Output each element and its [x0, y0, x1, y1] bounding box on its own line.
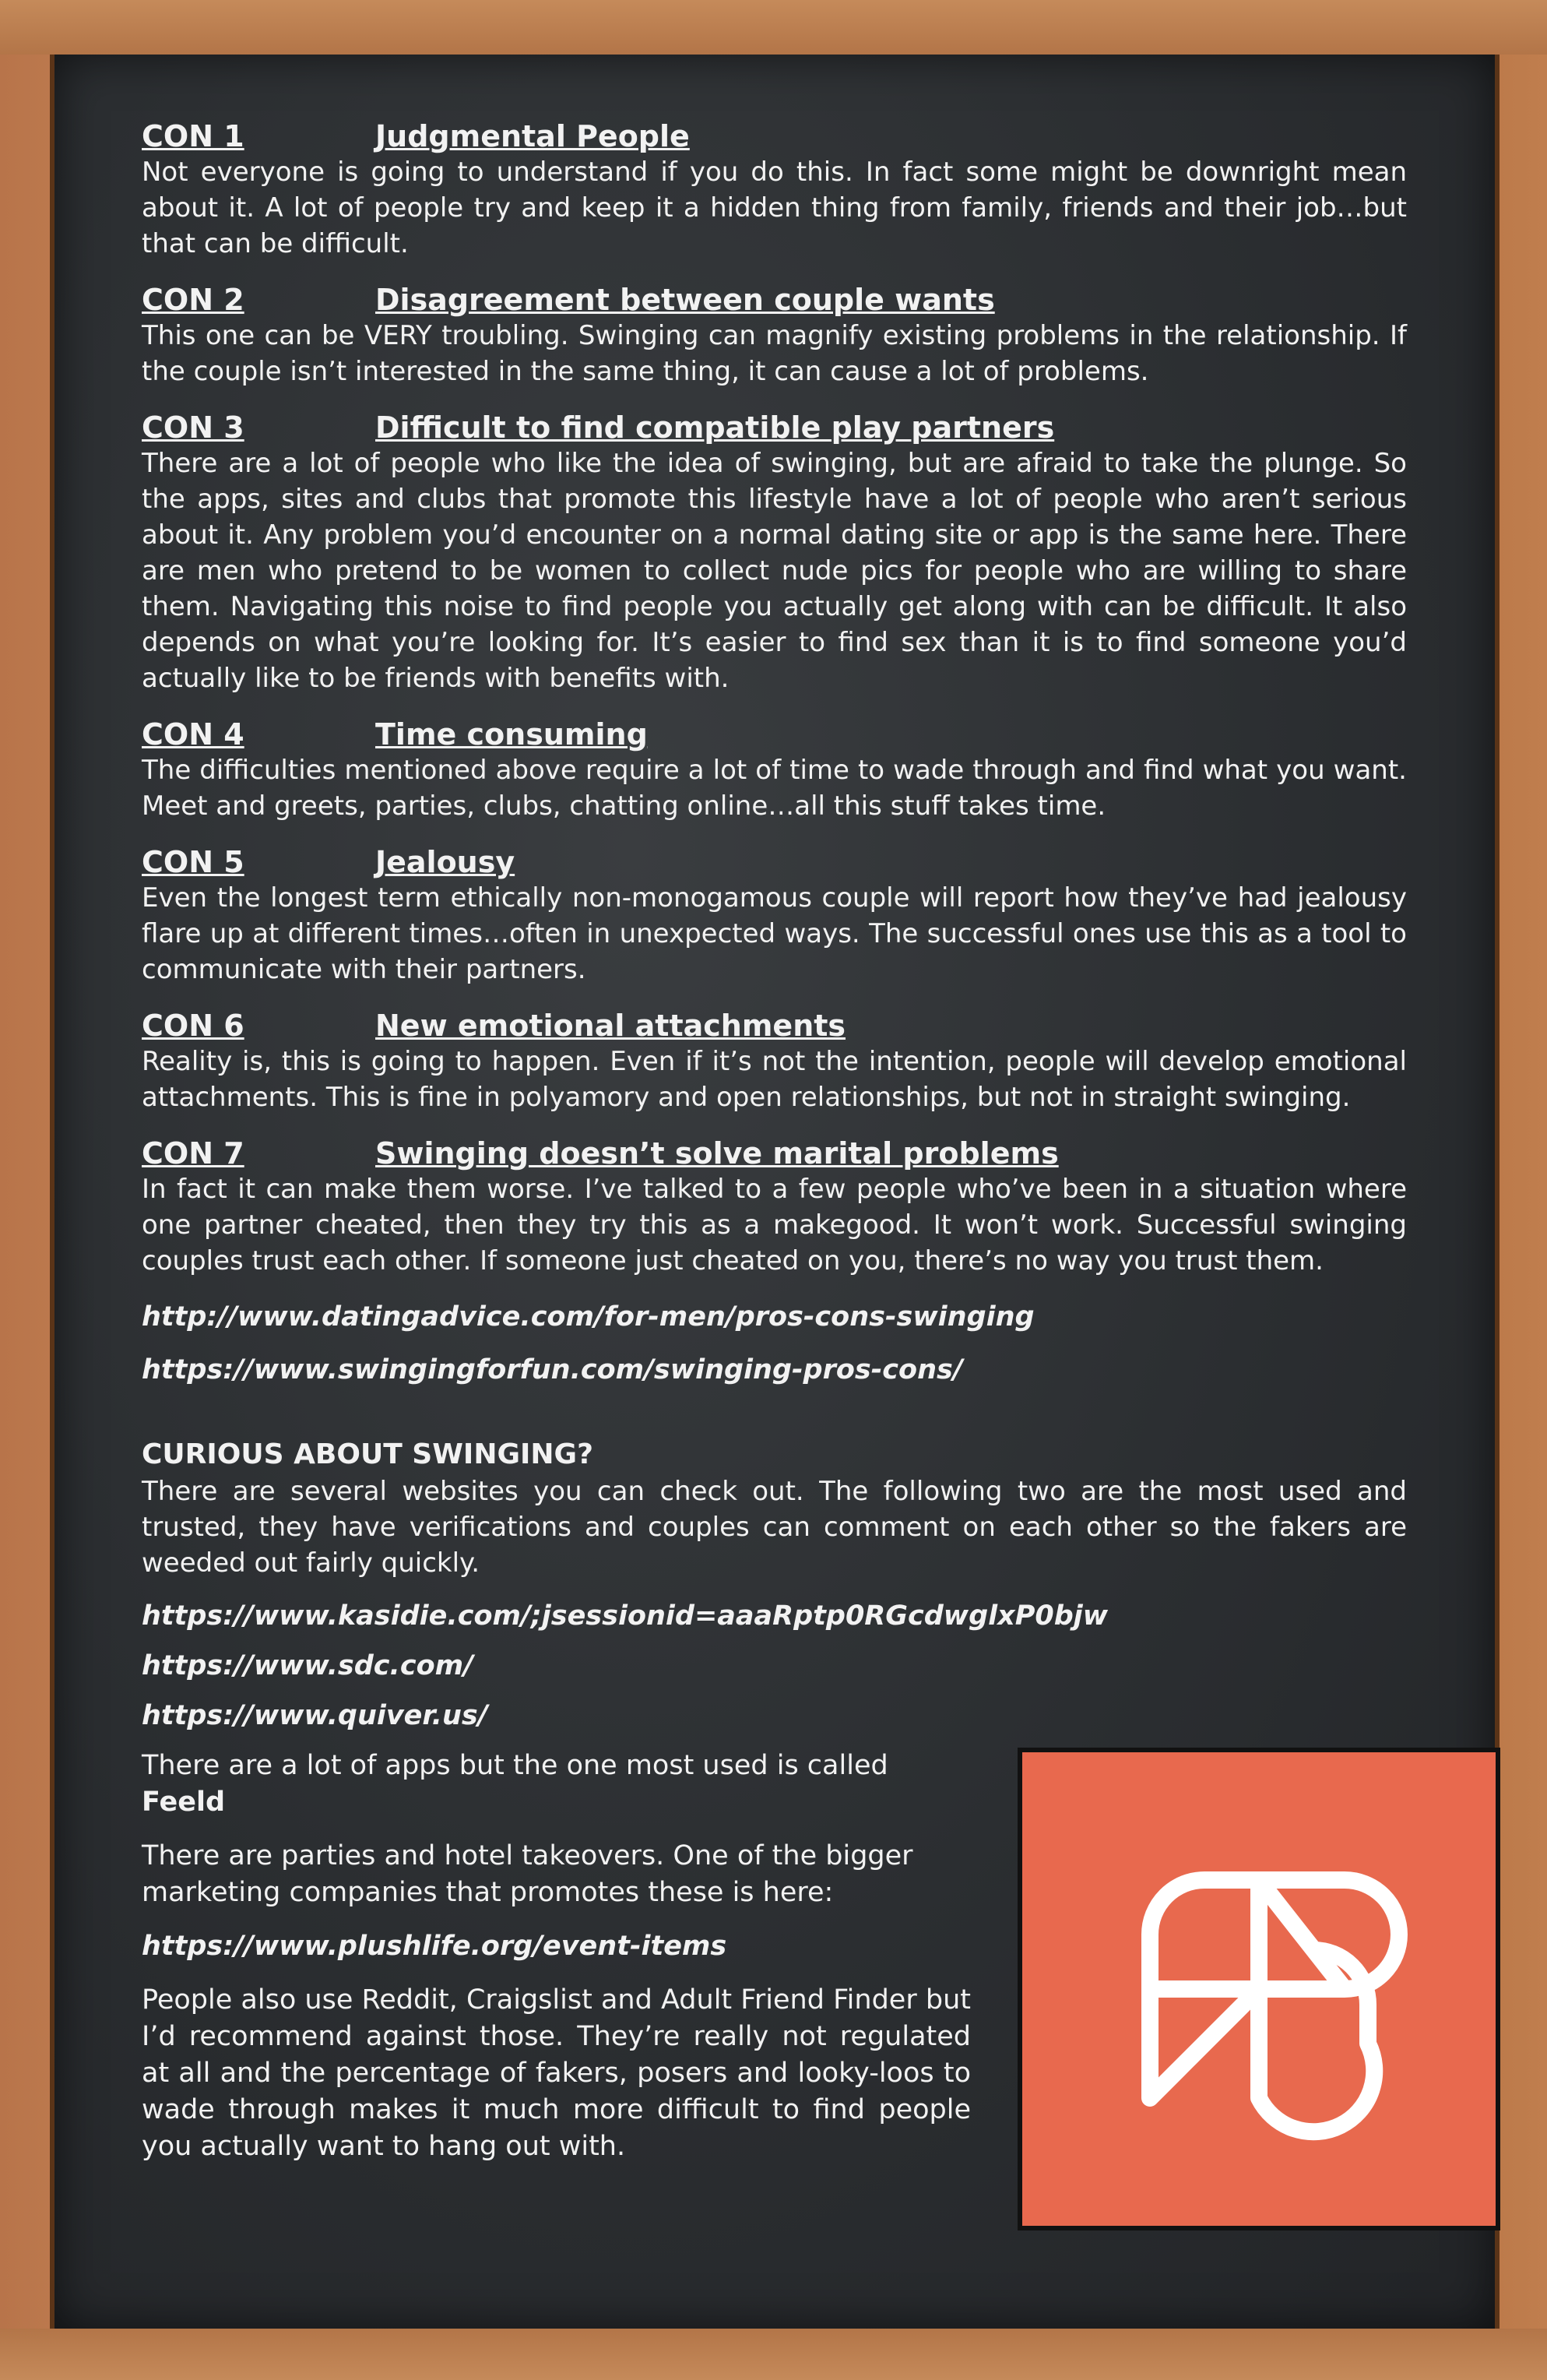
apps-intro: [142, 1748, 971, 1821]
con-text: The difficulties mentioned above require a lot of time to wade through and find what you want. Meet and greets, parties, clubs, chatting online…all this stuff takes time.: [142, 755, 1407, 822]
feeld-logo-icon: [1088, 1818, 1430, 2160]
site-link[interactable]: https://www.quiver.us/: [142, 1700, 488, 1731]
con-heading: [142, 844, 1407, 880]
con-heading: [142, 716, 1407, 752]
site-link[interactable]: https://www.sdc.com/: [142, 1650, 473, 1681]
source-links: [142, 1299, 1407, 1388]
con-item: [142, 410, 1407, 696]
con-title: Judgmental People: [375, 119, 690, 153]
chalkboard: [54, 55, 1495, 2329]
con-item: [142, 118, 1407, 262]
apps-section: [142, 1748, 1407, 2165]
con-text: Not everyone is going to understand if you do this. In fact some might be downright mean about it. A lot of people try and keep it a hidden thing from family, friends and their job…but that can be difficult.: [142, 157, 1407, 259]
con-text: Even the longest term ethically non-monogamous couple will report how they’ve had jealousy flare up at different times…often in unexpected ways. The successful ones use this as a tool to communicate with their partners.: [142, 882, 1407, 985]
con-number: CON 6: [142, 1009, 244, 1043]
con-title: Time consuming: [375, 717, 648, 752]
parties-link[interactable]: https://www.plushlife.org/event-items: [142, 1931, 727, 1962]
app-name: Feeld: [142, 1787, 226, 1818]
apps-intro-text: There are a lot of apps but the one most used is called: [142, 1750, 888, 1781]
con-number: CON 3: [142, 410, 244, 445]
con-heading: [142, 282, 1407, 318]
con-number: CON 1: [142, 119, 244, 153]
site-links: [142, 1598, 1407, 1734]
con-text: In fact it can make them worse. I’ve talked to a few people who’ve been in a situation where one partner cheated, then they try this as a makegood. It won’t work. Successful swinging couples trust each other. If someone just cheated on you, there’s no way you trust them.: [142, 1174, 1407, 1276]
con-item: [142, 716, 1407, 824]
wood-frame-top: [0, 0, 1547, 55]
feeld-logo: [1018, 1748, 1500, 2230]
wood-frame-bottom: [0, 2329, 1547, 2380]
con-item: [142, 1135, 1407, 1279]
con-number: CON 2: [142, 283, 244, 317]
site-link[interactable]: https://www.kasidie.com/;jsessionid=aaaRptp0RGcdwglxP0bjw: [142, 1600, 1109, 1632]
curious-heading: CURIOUS ABOUT SWINGING?: [142, 1438, 593, 1470]
con-number: CON 7: [142, 1136, 244, 1171]
curious-section: [142, 1436, 1407, 1734]
con-text: This one can be VERY troubling. Swinging can magnify existing problems in the relationship. If the couple isn’t interested in the same thing, it can cause a lot of problems.: [142, 320, 1407, 387]
con-heading: [142, 1135, 1407, 1171]
con-number: CON 4: [142, 717, 244, 752]
source-link[interactable]: http://www.datingadvice.com/for-men/pros-cons-swinging: [142, 1301, 1035, 1333]
con-heading: [142, 118, 1407, 154]
con-title: New emotional attachments: [375, 1009, 846, 1043]
con-item: [142, 282, 1407, 389]
con-title: Disagreement between couple wants: [375, 283, 995, 317]
source-link[interactable]: https://www.swingingforfun.com/swinging-pros-cons/: [142, 1354, 963, 1385]
con-number: CON 5: [142, 845, 244, 879]
con-text: Reality is, this is going to happen. Even if it’s not the intention, people will develop emotional attachments. This is fine in polyamory and open relationships, but not in straight swinging.: [142, 1046, 1407, 1113]
apps-text: [142, 1748, 971, 2165]
con-item: [142, 844, 1407, 988]
con-item: [142, 1008, 1407, 1115]
parties-text: There are parties and hotel takeovers. One of the bigger marketing companies that promotes these is here:: [142, 1840, 913, 1908]
con-title: Swinging doesn’t solve marital problems: [375, 1136, 1059, 1171]
con-heading: [142, 410, 1407, 445]
curious-text: There are several websites you can check out. The following two are the most used and trusted, they have verifications and couples can comment on each other so the fakers are weeded out fairly quickly.: [142, 1476, 1407, 1579]
con-title: Difficult to find compatible play partners: [375, 410, 1055, 445]
con-title: Jealousy: [375, 845, 515, 879]
closing-text: People also use Reddit, Craigslist and Adult Friend Finder but I’d recommend against those. They’re really not regulated at all and the percentage of fakers, posers and looky-loos to wade through makes it much more difficult to find people you actually want to hang out with.: [142, 1984, 971, 2162]
con-heading: [142, 1008, 1407, 1044]
con-text: There are a lot of people who like the idea of swinging, but are afraid to take the plunge. So the apps, sites and clubs that promote this lifestyle have a lot of people who aren’t serious about it. Any problem you’d encounter on a normal dating site or app is the same here. There are men who pretend to be women to collect nude pics for people who are willing to share them. Navigating this noise to find people you actually get along with can be difficult. It also depends on what you’re looking for. It’s easier to find sex than it is to find someone you’d actually like to be friends with benefits with.: [142, 448, 1407, 694]
content: [142, 118, 1407, 2182]
